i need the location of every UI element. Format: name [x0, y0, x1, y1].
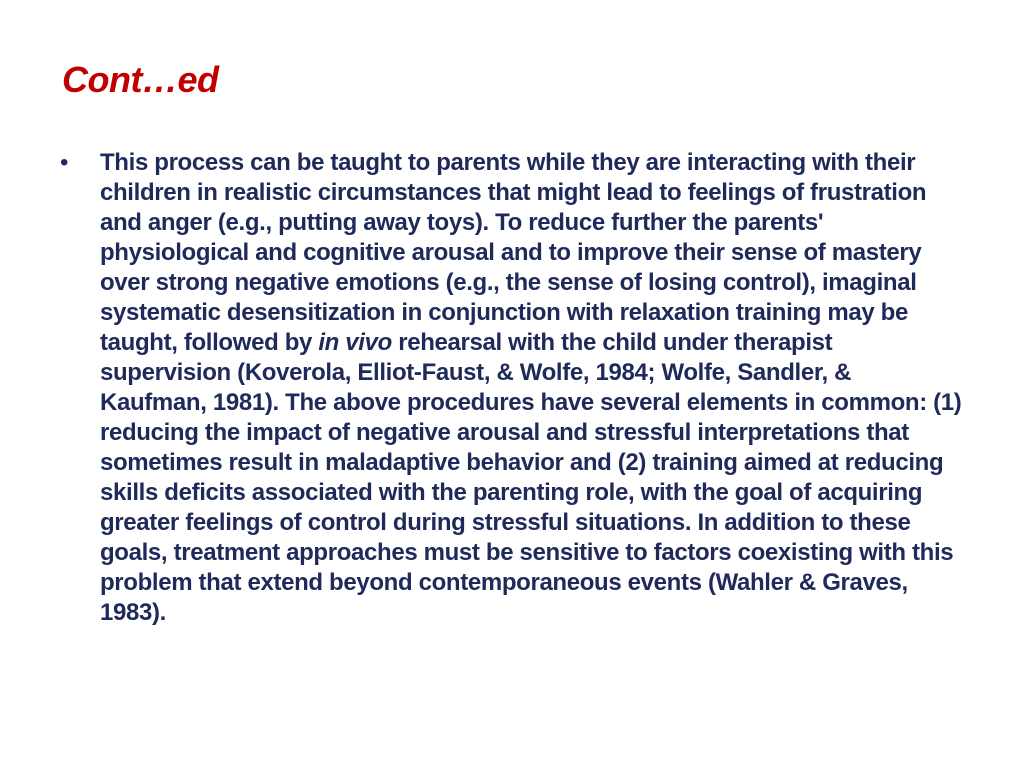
bullet-text-part-1: This process can be taught to parents while they are interacting with their children in realistic circumstances that might lead to feelings of frustration and anger (e.g., putting away toys). To reduce further the parents' physiological and cognitive arousal and to improve their sense of mastery over strong negative emotions (e.g., the sense of losing control), imaginal systematic desensitization in conjunction with relaxation training may be taught, followed by: [100, 149, 927, 356]
slide-title: Cont…ed: [62, 59, 219, 100]
bullet-dot-icon: •: [60, 149, 69, 176]
bullet-item: [62, 148, 962, 628]
bullet-list: [62, 148, 962, 628]
bullet-text: [100, 148, 962, 628]
bullet-text-italic: in vivo: [318, 329, 392, 356]
bullet-text-part-2: rehearsal with the child under therapist supervision (Koverola, Elliot-Faust, & Wolfe, 1984; Wolfe, Sandler, & Kaufman, 1981). The above procedures have several elements in common: (1) reducing the impact of negative arousal and stressful interpretations that sometimes result in maladaptive behavior and (2) training aimed at reducing skills deficits associated with the parenting role, with the goal of acquiring greater feelings of control during stressful situations. In addition to these goals, treatment approaches must be sensitive to factors coexisting with this problem that extend beyond contemporaneous events (Wahler & Graves, 1983).: [100, 329, 962, 626]
